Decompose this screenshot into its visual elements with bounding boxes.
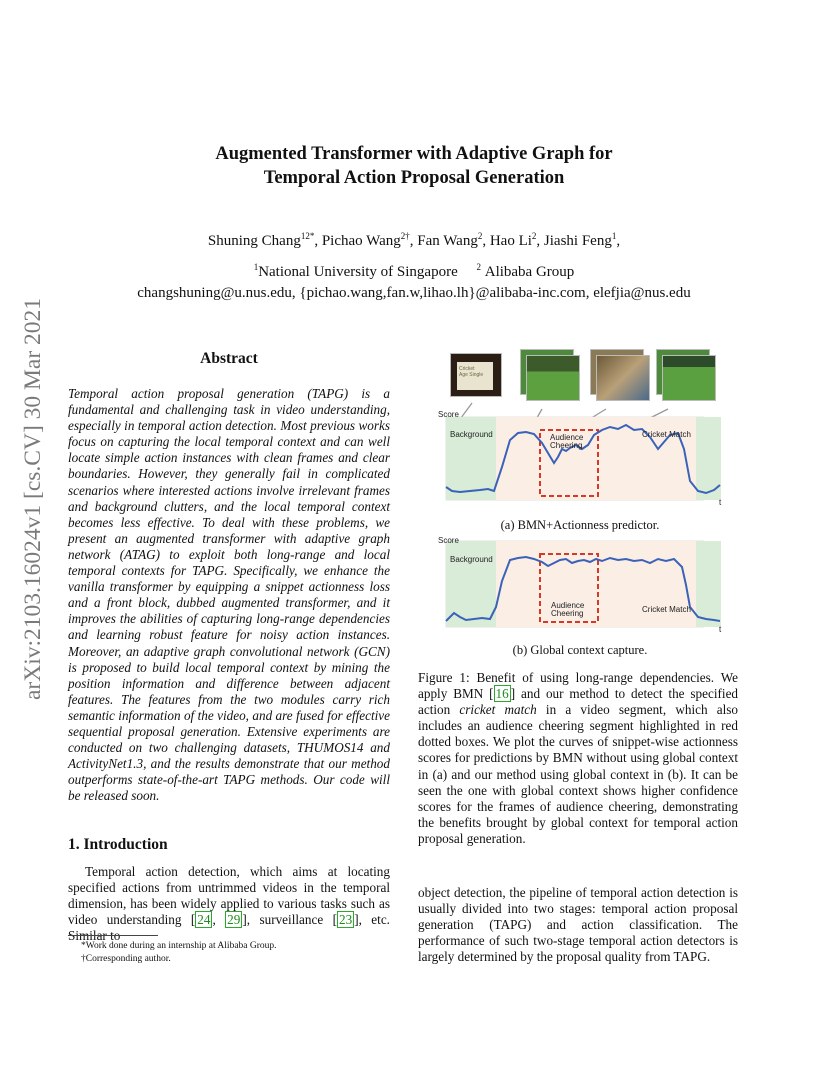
cricket-label: Cricket Match bbox=[642, 430, 691, 439]
affil-sup: 1 bbox=[253, 262, 259, 272]
cricket-label: Cricket Match bbox=[642, 605, 691, 614]
audience-label: Audience bbox=[550, 433, 584, 442]
author-affil: 2 bbox=[531, 231, 537, 241]
intro-text: , surveillance bbox=[246, 912, 324, 928]
caption-text: and our method to detect the specified action bbox=[418, 686, 739, 718]
figure-1 bbox=[430, 345, 730, 665]
background-label: Background bbox=[450, 555, 493, 564]
thumb-text: Cricket bbox=[459, 366, 475, 372]
chart-a bbox=[438, 410, 722, 507]
score-label: Score bbox=[438, 536, 459, 545]
intro-text: , etc. Similar to bbox=[68, 912, 390, 944]
footnote-rule bbox=[68, 935, 158, 936]
affiliation: Alibaba Group bbox=[484, 264, 575, 280]
affil-sup: 2 bbox=[476, 262, 481, 272]
citation-link[interactable]: 23 bbox=[339, 912, 353, 928]
author-affil: 2 bbox=[477, 231, 483, 241]
paper-title-line1: Augmented Transformer with Adaptive Graph for bbox=[215, 144, 613, 164]
author-affil: 1 bbox=[611, 231, 617, 241]
subcaption-b: (b) Global context capture. bbox=[512, 643, 648, 657]
right-column-paragraph: object detection, the pipeline of temporal action detection is usually divided into two stages: temporal action proposal generation (TAPG) and action classification. The performance of such two-stage temporal action detectors is largely determined by the proposal quality from TAPG. bbox=[418, 885, 738, 965]
intro-paragraph: Temporal action detection, which aims at locating specified actions from untrimmed videos in the temporal dimension, has been widely applied to various tasks such as video understanding [ 24 , 29 ], surveillance [ 23 ], etc. Similar to bbox=[68, 864, 390, 944]
paper-title-line2: Temporal Action Proposal Generation bbox=[263, 168, 565, 188]
subcaption-a: (a) BMN+Actionness predictor. bbox=[500, 518, 660, 532]
citation-link[interactable]: 16 bbox=[495, 686, 509, 702]
thumb-text: Age Single bbox=[459, 372, 484, 378]
caption-text: in a video segment, which also includes an audience cheering segment highlighted in red dotted boxes. We plot the curves of snippet-wise actionness scores for predictions by BMN without using global context in (a) and our method using global context in (b). It can be seen the one with global context shows higher confidence scores for the frames of audience cheering, demonstrating the benefits brought by global context for temporal action proposal generation. bbox=[418, 702, 738, 846]
intro-heading: 1. Introduction bbox=[68, 836, 168, 853]
author-name: Hao Li bbox=[489, 233, 532, 249]
author-emails: changshuning@u.nus.edu, {pichao.wang,fan.w,lihao.lh}@alibaba-inc.com, elefjia@nus.edu bbox=[137, 285, 691, 301]
caption-emphasis: cricket match bbox=[459, 702, 537, 718]
author-affil: 2† bbox=[400, 231, 410, 241]
background-region bbox=[696, 541, 721, 627]
cheering-label: Cheering bbox=[551, 609, 584, 618]
abstract-heading: Abstract bbox=[200, 350, 258, 367]
score-label: Score bbox=[438, 410, 459, 419]
cheering-label: Cheering bbox=[550, 441, 583, 450]
citation-link[interactable]: 24 bbox=[197, 912, 211, 928]
arxiv-stamp bbox=[20, 280, 46, 700]
affiliation: National University of Singapore bbox=[258, 264, 458, 280]
author-name: Fan Wang bbox=[417, 233, 478, 249]
author-affil: 12* bbox=[300, 231, 315, 241]
abstract-body: Temporal action proposal generation (TAPG) is a fundamental and challenging task in video understanding, especially in temporal action detection. Most previous works focus on capturing the local temporal context and can well locate simple action instances with clean frames and clear boundaries. However, they generally fail in complicated scenarios where interested actions involve irrelevant frames and background clutters, and the local temporal context becomes less effective. To deal with these problems, we present an augmented transformer with adaptive graph network (ATAG) to exploit both long-range and local temporal contexts for TAPG. Specifically, we enhance the vanilla transformer by equipping a snippet actionness loss and a front block, dubbed augmented transformer, and it improves the abilities of capturing long-range dependencies and learning robust feature for noisy action instances. Moreover, an adaptive graph convolutional network (GCN) is proposed to build local temporal context by mining the position information and difference between adjacent features. The features from the two modules carry rich semantic information of the video, and are fused for effective sequential proposal generation. Extensive experiments are conducted on two challenging datasets, THUMOS14 and ActivityNet1.3, and the results demonstrate that our method outperforms state-of-the-art TAPG methods. Our code will be released soon. bbox=[68, 386, 390, 804]
figure-caption: Figure 1: Benefit of using long-range dependencies. We apply BMN [ 16 ] and our method to detect the specified action cricket match in a video segment, which also includes an audience cheering segment highlighted in red dotted boxes. We plot the curves of snippet-wise actionness scores for predictions by BMN without using global context in (a) and our method using global context in (b). It can be seen the one with global context shows higher confidence scores for the frames of audience cheering, demonstrating the benefits brought by global context for temporal action proposal generation. bbox=[418, 670, 739, 846]
t-label: t bbox=[719, 498, 722, 507]
caption-text: Figure 1: Benefit of using long-range dependencies. We apply BMN bbox=[418, 670, 738, 702]
figure-charts bbox=[430, 345, 730, 665]
affiliations bbox=[0, 264, 828, 281]
author-name: Pichao Wang bbox=[321, 233, 401, 249]
author-name: Shuning Chang bbox=[207, 233, 301, 249]
footnote: *Work done during an internship at Alibaba Group. bbox=[81, 941, 277, 951]
intro-text: Temporal action detection, which aims at locating specified actions from untrimmed videos in the temporal dimension, has been widely applied to various tasks such as video understanding bbox=[68, 864, 390, 928]
author-list: Shuning Chang$^{12*}$, Pichao Wang$^{2\dagger}$, Fan Wang$^2$, Hao Li$^2$, Jiashi Feng$^1$, bbox=[207, 231, 621, 249]
author-name: Jiashi Feng bbox=[543, 233, 612, 249]
footnote: †Corresponding author. bbox=[81, 954, 171, 964]
audience-label: Audience bbox=[551, 601, 585, 610]
t-label: t bbox=[719, 625, 722, 634]
arxiv-id: arXiv:2103.16024v1 [cs.CV] 30 Mar 2021 bbox=[20, 297, 46, 700]
citation-link[interactable]: 29 bbox=[227, 912, 241, 928]
background-label: Background bbox=[450, 430, 493, 439]
chart-b bbox=[438, 536, 722, 634]
